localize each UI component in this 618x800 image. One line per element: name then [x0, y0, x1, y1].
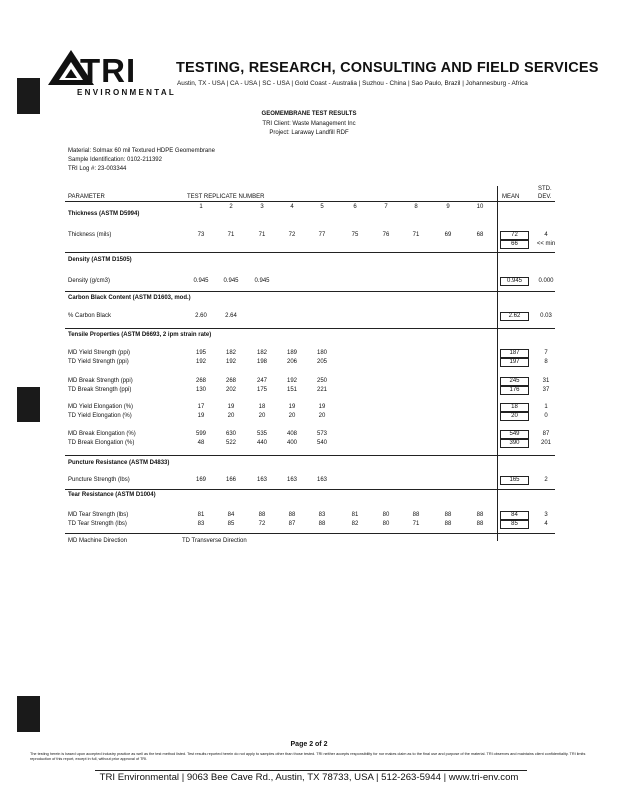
mean-thickness: 72: [500, 231, 529, 240]
report-client: TRI Client: Waste Management Inc: [262, 121, 356, 127]
cell-td_tear-10: 88: [476, 521, 484, 527]
parameter-header: PARAMETER: [68, 194, 105, 200]
mean-md_break_str: 245: [500, 377, 529, 386]
cell-td_tear-7: 80: [382, 521, 390, 527]
cell-density-1: 0.945: [193, 278, 209, 284]
legend-td: TD Transverse Direction: [182, 538, 247, 544]
cell-md_break_str-2: 268: [225, 378, 236, 384]
replicate-number-9: 9: [446, 204, 450, 210]
cell-puncture-5: 163: [316, 477, 327, 483]
cell-md_break_str-1: 268: [195, 378, 206, 384]
cell-td_tear-6: 82: [351, 521, 359, 527]
cell-md_break_str-5: 250: [316, 378, 327, 384]
cell-md_tear-9: 88: [444, 512, 452, 518]
cell-td_yield_str-4: 206: [286, 359, 297, 365]
registration-mark-top: [17, 78, 40, 114]
cell-md_break_el-2: 630: [225, 431, 236, 437]
std-td_yield_str: 8: [544, 359, 548, 365]
std-md_break_str: 31: [542, 378, 550, 384]
cell-md_tear-2: 84: [227, 512, 235, 518]
std-td_yield_el: 0: [544, 413, 548, 419]
rule-tear: [65, 489, 555, 490]
company-locations: Austin, TX - USA | CA - USA | SC - USA | Gold Coast - Australia | Suzhou - China | Sao Paulo, Brazil | Johannesburg - Africa: [177, 80, 528, 87]
mean-md_yield_el: 18: [500, 403, 529, 412]
cell-md_tear-1: 81: [197, 512, 205, 518]
cell-density-3: 0.945: [254, 278, 270, 284]
std-td_tear: 4: [544, 521, 548, 527]
cell-md_yield_el-1: 17: [197, 404, 205, 410]
cell-td_tear-2: 85: [227, 521, 235, 527]
cell-md_tear-7: 80: [382, 512, 390, 518]
cell-td_yield_str-5: 205: [316, 359, 327, 365]
mean-column-divider: [497, 186, 498, 541]
logo-wordmark: TRI: [80, 52, 137, 89]
cell-thickness-1: 73: [197, 232, 205, 238]
section-thickness: Thickness (ASTM D5994): [68, 211, 140, 217]
cell-thickness-7: 76: [382, 232, 390, 238]
cell-thickness-2: 71: [227, 232, 235, 238]
rule-carbon: [65, 291, 555, 292]
cell-td_yield_el-2: 20: [227, 413, 235, 419]
cell-thickness-10: 68: [476, 232, 484, 238]
std-md_tear: 3: [544, 512, 548, 518]
replicate-number-3: 3: [260, 204, 264, 210]
rule-density: [65, 252, 555, 253]
mean-density: 0.945: [500, 277, 529, 286]
std-thickness: 4: [544, 232, 548, 238]
registration-mark-bottom: [17, 696, 40, 732]
row-label-md_break_el: MD Break Elongation (%): [68, 431, 136, 437]
logo-subtitle: ENVIRONMENTAL: [77, 88, 177, 97]
std-header-top: STD.: [538, 186, 552, 192]
cell-td_yield_el-1: 19: [197, 413, 205, 419]
cell-td_break_el-5: 540: [316, 440, 327, 446]
row-label-td_break_el: TD Break Elongation (%): [68, 440, 135, 446]
row-label-td_yield_str: TD Yield Strength (ppi): [68, 359, 129, 365]
header-rule: [65, 201, 555, 202]
cell-td_tear-9: 88: [444, 521, 452, 527]
report-title: GEOMEMBRANE TEST RESULTS: [261, 111, 357, 117]
rule-puncture: [65, 455, 555, 456]
cell-puncture-3: 163: [256, 477, 267, 483]
row-label-puncture: Puncture Strength (lbs): [68, 477, 130, 483]
mean-thickness_min: 66: [500, 240, 529, 249]
cell-md_yield_str-2: 182: [225, 350, 236, 356]
mean-td_tear: 85: [500, 520, 529, 529]
cell-td_yield_str-2: 192: [225, 359, 236, 365]
cell-thickness-9: 69: [444, 232, 452, 238]
replicate-number-6: 6: [353, 204, 357, 210]
cell-md_tear-3: 88: [258, 512, 266, 518]
section-puncture: Puncture Resistance (ASTM D4833): [68, 460, 170, 466]
std-td_break_el: 201: [540, 440, 551, 446]
cell-td_break_str-3: 175: [256, 387, 267, 393]
row-label-td_break_str: TD Break Strength (ppi): [68, 387, 132, 393]
log-number-line: TRI Log #: 23-003344: [68, 166, 127, 172]
cell-md_yield_str-1: 195: [195, 350, 206, 356]
cell-thickness-3: 71: [258, 232, 266, 238]
mean-md_yield_str: 187: [500, 349, 529, 358]
cell-td_tear-4: 87: [288, 521, 296, 527]
row-label-md_yield_str: MD Yield Strength (ppi): [68, 350, 131, 356]
cell-md_break_str-4: 192: [286, 378, 297, 384]
cell-md_yield_el-2: 19: [227, 404, 235, 410]
replicate-number-2: 2: [229, 204, 233, 210]
cell-md_yield_el-5: 19: [318, 404, 326, 410]
cell-md_tear-5: 83: [318, 512, 326, 518]
std-md_break_el: 87: [542, 431, 550, 437]
cell-td_yield_el-4: 20: [288, 413, 296, 419]
cell-thickness-6: 75: [351, 232, 359, 238]
row-label-md_tear: MD Tear Strength (lbs): [68, 512, 129, 518]
cell-td_yield_str-1: 192: [195, 359, 206, 365]
sample-id-line: Sample Identification: 0102-211392: [68, 157, 162, 163]
rule-table-end: [65, 533, 555, 534]
replicate-number-4: 4: [290, 204, 294, 210]
cell-md_tear-6: 81: [351, 512, 359, 518]
cell-carbon-2: 2.64: [225, 313, 237, 319]
cell-carbon-1: 2.60: [195, 313, 207, 319]
row-label-md_yield_el: MD Yield Elongation (%): [68, 404, 134, 410]
cell-td_tear-1: 83: [197, 521, 205, 527]
row-label-md_break_str: MD Break Strength (ppi): [68, 378, 133, 384]
mean-td_yield_el: 20: [500, 412, 529, 421]
mean-td_break_str: 176: [500, 386, 529, 395]
replicate-number-10: 10: [476, 204, 484, 210]
cell-puncture-4: 163: [286, 477, 297, 483]
cell-puncture-2: 166: [225, 477, 236, 483]
mean-carbon: 2.62: [500, 312, 529, 321]
std-md_yield_str: 7: [544, 350, 548, 356]
replicate-header: TEST REPLICATE NUMBER: [187, 194, 265, 200]
replicate-number-7: 7: [384, 204, 388, 210]
cell-td_yield_str-3: 198: [256, 359, 267, 365]
cell-td_break_el-1: 48: [197, 440, 205, 446]
cell-td_break_str-4: 151: [286, 387, 297, 393]
cell-td_yield_el-5: 20: [318, 413, 326, 419]
report-project: Project: Laraway Landfill RDF: [269, 130, 349, 136]
cell-td_yield_el-3: 20: [258, 413, 266, 419]
company-title: TESTING, RESEARCH, CONSULTING AND FIELD SERVICES: [176, 60, 599, 76]
cell-md_break_str-3: 247: [256, 378, 267, 384]
cell-td_break_el-2: 522: [225, 440, 236, 446]
cell-md_break_el-3: 535: [256, 431, 267, 437]
section-tear: Tear Resistance (ASTM D1004): [68, 492, 156, 498]
section-density: Density (ASTM D1505): [68, 257, 132, 263]
rule-tensile: [65, 328, 555, 329]
cell-td_tear-5: 88: [318, 521, 326, 527]
replicate-number-5: 5: [320, 204, 324, 210]
cell-md_break_el-5: 573: [316, 431, 327, 437]
cell-td_break_el-3: 440: [256, 440, 267, 446]
std-td_break_str: 37: [542, 387, 550, 393]
row-label-thickness: Thickness (mils): [68, 232, 112, 238]
row-label-density: Density (g/cm3): [68, 278, 111, 284]
mean-td_yield_str: 197: [500, 358, 529, 367]
cell-td_break_el-4: 400: [286, 440, 297, 446]
footer-rule: [95, 770, 527, 771]
footer-address: TRI Environmental | 9063 Bee Cave Rd., Austin, TX 78733, USA | 512-263-5944 | www.tri-env.com: [99, 772, 519, 783]
mean-md_break_el: 549: [500, 430, 529, 439]
cell-md_break_el-4: 408: [286, 431, 297, 437]
cell-md_yield_el-3: 18: [258, 404, 266, 410]
std-carbon: 0.03: [540, 313, 552, 319]
legend-md: MD Machine Direction: [68, 538, 128, 544]
cell-md_yield_str-3: 182: [256, 350, 267, 356]
disclaimer: The testing herein is based upon accepted industry practice as well as the test method listed. Test results reported herein do not apply to samples other than those tested. TRI neither accepts responsibility for nor makes claim as to the final use and purpose of the material. TRI observes and maintains client confidentiality. TRI limits reproduction of this report, except in full, without prior approval of TRI.: [30, 752, 586, 761]
cell-md_yield_str-4: 189: [286, 350, 297, 356]
section-tensile: Tensile Properties (ASTM D6693, 2 ipm strain rate): [68, 332, 212, 338]
replicate-number-1: 1: [199, 204, 203, 210]
cell-md_yield_el-4: 19: [288, 404, 296, 410]
cell-md_yield_str-5: 180: [316, 350, 327, 356]
cell-md_tear-4: 88: [288, 512, 296, 518]
cell-density-2: 0.945: [223, 278, 239, 284]
cell-td_tear-8: 71: [412, 521, 420, 527]
replicate-number-8: 8: [414, 204, 418, 210]
row-label-carbon: % Carbon Black: [68, 313, 112, 319]
mean-puncture: 165: [500, 476, 529, 485]
cell-thickness-4: 72: [288, 232, 296, 238]
cell-thickness-8: 71: [412, 232, 420, 238]
cell-thickness-5: 77: [318, 232, 326, 238]
row-label-td_yield_el: TD Yield Elongation (%): [68, 413, 132, 419]
cell-md_break_el-1: 599: [195, 431, 206, 437]
std-thickness_min: << min: [536, 241, 556, 247]
material-line: Material: Solmax 60 mil Textured HDPE Geomembrane: [68, 148, 215, 154]
cell-td_tear-3: 72: [258, 521, 266, 527]
cell-td_break_str-5: 221: [316, 387, 327, 393]
row-label-td_tear: TD Tear Strength (lbs): [68, 521, 127, 527]
std-md_yield_el: 1: [544, 404, 548, 410]
std-density: 0.000: [538, 278, 554, 284]
cell-td_break_str-1: 130: [195, 387, 206, 393]
cell-td_break_str-2: 202: [225, 387, 236, 393]
mean-header: MEAN: [502, 194, 520, 200]
cell-puncture-1: 169: [195, 477, 206, 483]
mean-md_tear: 84: [500, 511, 529, 520]
cell-md_tear-10: 88: [476, 512, 484, 518]
cell-md_tear-8: 88: [412, 512, 420, 518]
section-carbon: Carbon Black Content (ASTM D1603, mod.): [68, 295, 191, 301]
std-header-bottom: DEV.: [538, 194, 552, 200]
std-puncture: 2: [544, 477, 548, 483]
registration-mark-middle: [17, 387, 40, 422]
mean-td_break_el: 390: [500, 439, 529, 448]
page-number: Page 2 of 2: [290, 741, 328, 748]
